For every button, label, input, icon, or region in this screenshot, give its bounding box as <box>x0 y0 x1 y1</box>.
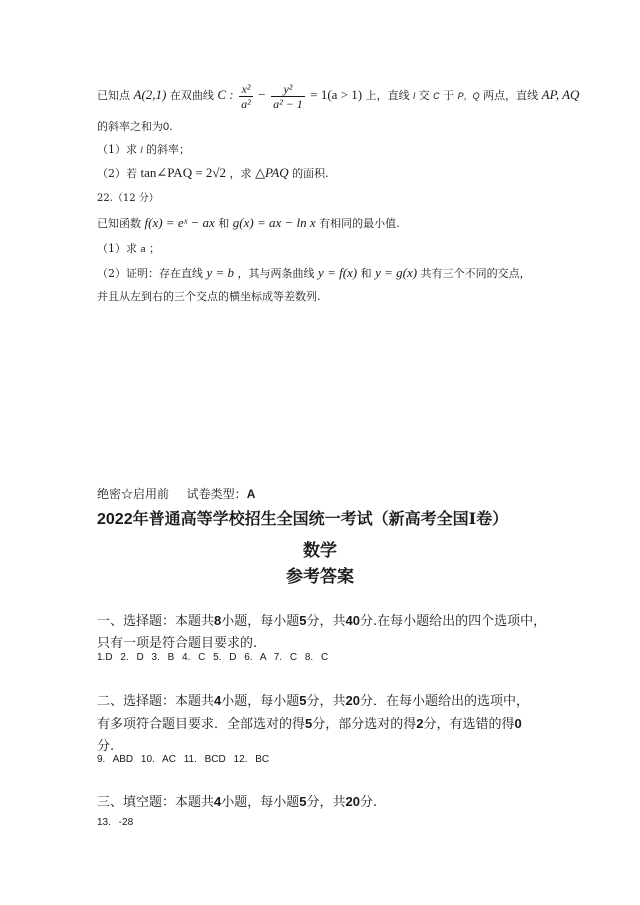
section-1-line2: 只有一项是符合题目要求的. <box>97 636 258 651</box>
q21-p1-var: l <box>140 145 143 155</box>
s3-count: 4 <box>214 794 222 809</box>
paper-type-value: A <box>246 487 256 501</box>
section-1 <box>97 610 577 655</box>
q21-intro-a: 已知点 <box>97 89 130 102</box>
section-3 <box>97 791 577 814</box>
section-1-line1 <box>97 610 577 633</box>
s2-points: 5 <box>299 693 307 708</box>
q21-curve-name: C : <box>217 87 234 102</box>
q21-c-var: C <box>433 91 440 101</box>
s1-points: 5 <box>299 613 307 628</box>
q21-intro-e: 于 <box>443 89 455 102</box>
secret-label: 绝密☆启用前 <box>97 487 170 501</box>
q21-part1 <box>97 143 190 157</box>
s3-a: 三、填空题：本题共 <box>97 795 215 810</box>
q21-pq: P，Q <box>457 91 480 101</box>
q22-g-def: g(x) = ax − ln x <box>232 215 316 230</box>
q21-p2-label: （2）若 <box>97 167 137 180</box>
q21-frac1-num: x² <box>239 82 253 97</box>
exam-title-year: 2022 <box>97 511 133 528</box>
q21-fraction-y <box>271 82 305 111</box>
q21-frac2-num: y² <box>271 82 305 97</box>
q22-part2-line2 <box>97 290 321 304</box>
q22-p2-line: y = b <box>206 265 235 280</box>
q22-p2-g: y = g(x) <box>375 265 418 280</box>
q21-zero: 0 <box>163 121 170 133</box>
q22-p2-line2: 并且从左到右的三个交点的横坐标成等差数列. <box>97 290 321 303</box>
q21-line2 <box>97 120 173 134</box>
q21-intro-b: 在双曲线 <box>169 89 214 102</box>
s1-c: 分，共 <box>306 614 346 629</box>
s2-line2-c: 分，有选错的得 <box>423 717 515 732</box>
q22-p2-b: ，其与两条曲线 <box>237 267 315 280</box>
q21-equation-rhs: = 1(a > 1) <box>310 87 363 102</box>
section-2 <box>97 690 577 758</box>
section-2-line3: 分. <box>97 739 115 754</box>
s3-b: 小题，每小题 <box>221 795 300 810</box>
q21-p2-math: tan∠PAQ = 2√2 <box>140 165 227 180</box>
s2-b: 小题，每小题 <box>221 694 300 709</box>
s2-zero-score: 0 <box>514 716 522 731</box>
section-2-answers: 9. ABD 10. AC 11. BCD 12. BC <box>97 754 270 765</box>
q22-intro-c: 有相同的最小值. <box>319 217 400 230</box>
q21-p2-end: ，求 <box>229 167 252 180</box>
q21-point: A(2,1) <box>133 87 167 102</box>
section-1-answers: 1.D 2. D 3. B 4. C 5. D 6. A 7. C 8. C <box>97 652 329 663</box>
s2-line2-b: 分，部分选对的得 <box>312 717 417 732</box>
s1-a: 一、选择题：本题共 <box>97 614 215 629</box>
exam-title <box>97 508 508 531</box>
q22-intro-b: 和 <box>218 217 230 230</box>
section-2-line1 <box>97 690 577 713</box>
s2-total: 20 <box>345 693 360 708</box>
paper-type-label: 试卷类型： <box>186 487 247 501</box>
s3-total: 20 <box>345 794 360 809</box>
q21-p2-triangle: △PAQ <box>255 165 289 180</box>
s1-total: 40 <box>345 613 360 628</box>
s2-c: 分，共 <box>306 694 346 709</box>
q21-frac1-den: a² <box>241 96 251 111</box>
s3-c: 分，共 <box>306 795 346 810</box>
q21-intro-f: 两点，直线 <box>483 89 539 102</box>
answer-subtitle: 参考答案 <box>286 567 354 587</box>
q21-l-var: l <box>413 91 416 101</box>
subject-title: 数学 <box>303 541 337 561</box>
s1-d: 分.在每小题给出的四个选项中， <box>359 614 547 629</box>
s2-count: 4 <box>214 693 222 708</box>
s3-d: 分. <box>359 795 378 810</box>
exam-title-text: 年普通高等学校招生全国统一考试（新高考全国Ⅰ卷） <box>132 509 509 528</box>
s2-partial-score: 2 <box>416 716 424 731</box>
q22-f-def: f(x) = eˣ − ax <box>144 215 215 230</box>
q21-period: . <box>169 120 173 133</box>
q22-part1 <box>97 242 160 256</box>
s2-line2-a: 有多项符合题目要求．全部选对的得 <box>97 717 306 732</box>
q22-line1 <box>97 216 400 231</box>
q21-line2-text: 的斜率之和为 <box>97 120 163 133</box>
q22-p1-label: （1）求 <box>97 242 137 255</box>
section-3-line1 <box>97 791 577 814</box>
q22-p2-c: 和 <box>360 267 372 280</box>
answer-13: 13. -28 <box>97 817 134 828</box>
s1-b: 小题，每小题 <box>221 614 300 629</box>
q22-header <box>97 192 159 206</box>
q21-p1-end: 的斜率； <box>146 143 190 156</box>
q21-p2-tail: 的面积. <box>292 167 329 180</box>
q22-p2-d: 共有三个不同的交点， <box>420 267 531 280</box>
q21-fraction-x <box>239 82 253 111</box>
s2-a: 二、选择题：本题共 <box>97 694 215 709</box>
section-2-line2 <box>97 713 577 736</box>
q22-p1-var: a <box>140 244 146 254</box>
q21-line1 <box>97 80 579 111</box>
s2-full-score: 5 <box>305 716 313 731</box>
q21-intro-c: 上，直线 <box>365 89 410 102</box>
q22-p1-end: ； <box>149 242 161 255</box>
q22-p2-a: （2）证明：存在直线 <box>97 267 203 280</box>
s2-d: 分．在每小题给出的选项中， <box>359 694 529 709</box>
q21-p1-label: （1）求 <box>97 143 137 156</box>
s3-points: 5 <box>299 794 307 809</box>
q21-intro-d: 交 <box>418 89 430 102</box>
q21-lines: AP, AQ <box>541 87 580 102</box>
q21-minus: − <box>258 87 266 102</box>
s1-count: 8 <box>214 613 222 628</box>
q22-part2 <box>97 266 531 281</box>
q22-p2-f: y = f(x) <box>318 265 358 280</box>
q21-frac2-den: a² − 1 <box>273 96 303 111</box>
q21-part2 <box>97 166 329 181</box>
q22-intro-a: 已知函数 <box>97 217 141 230</box>
q22-header-text: 22.（12 分） <box>97 193 159 204</box>
secret-line <box>97 486 255 502</box>
